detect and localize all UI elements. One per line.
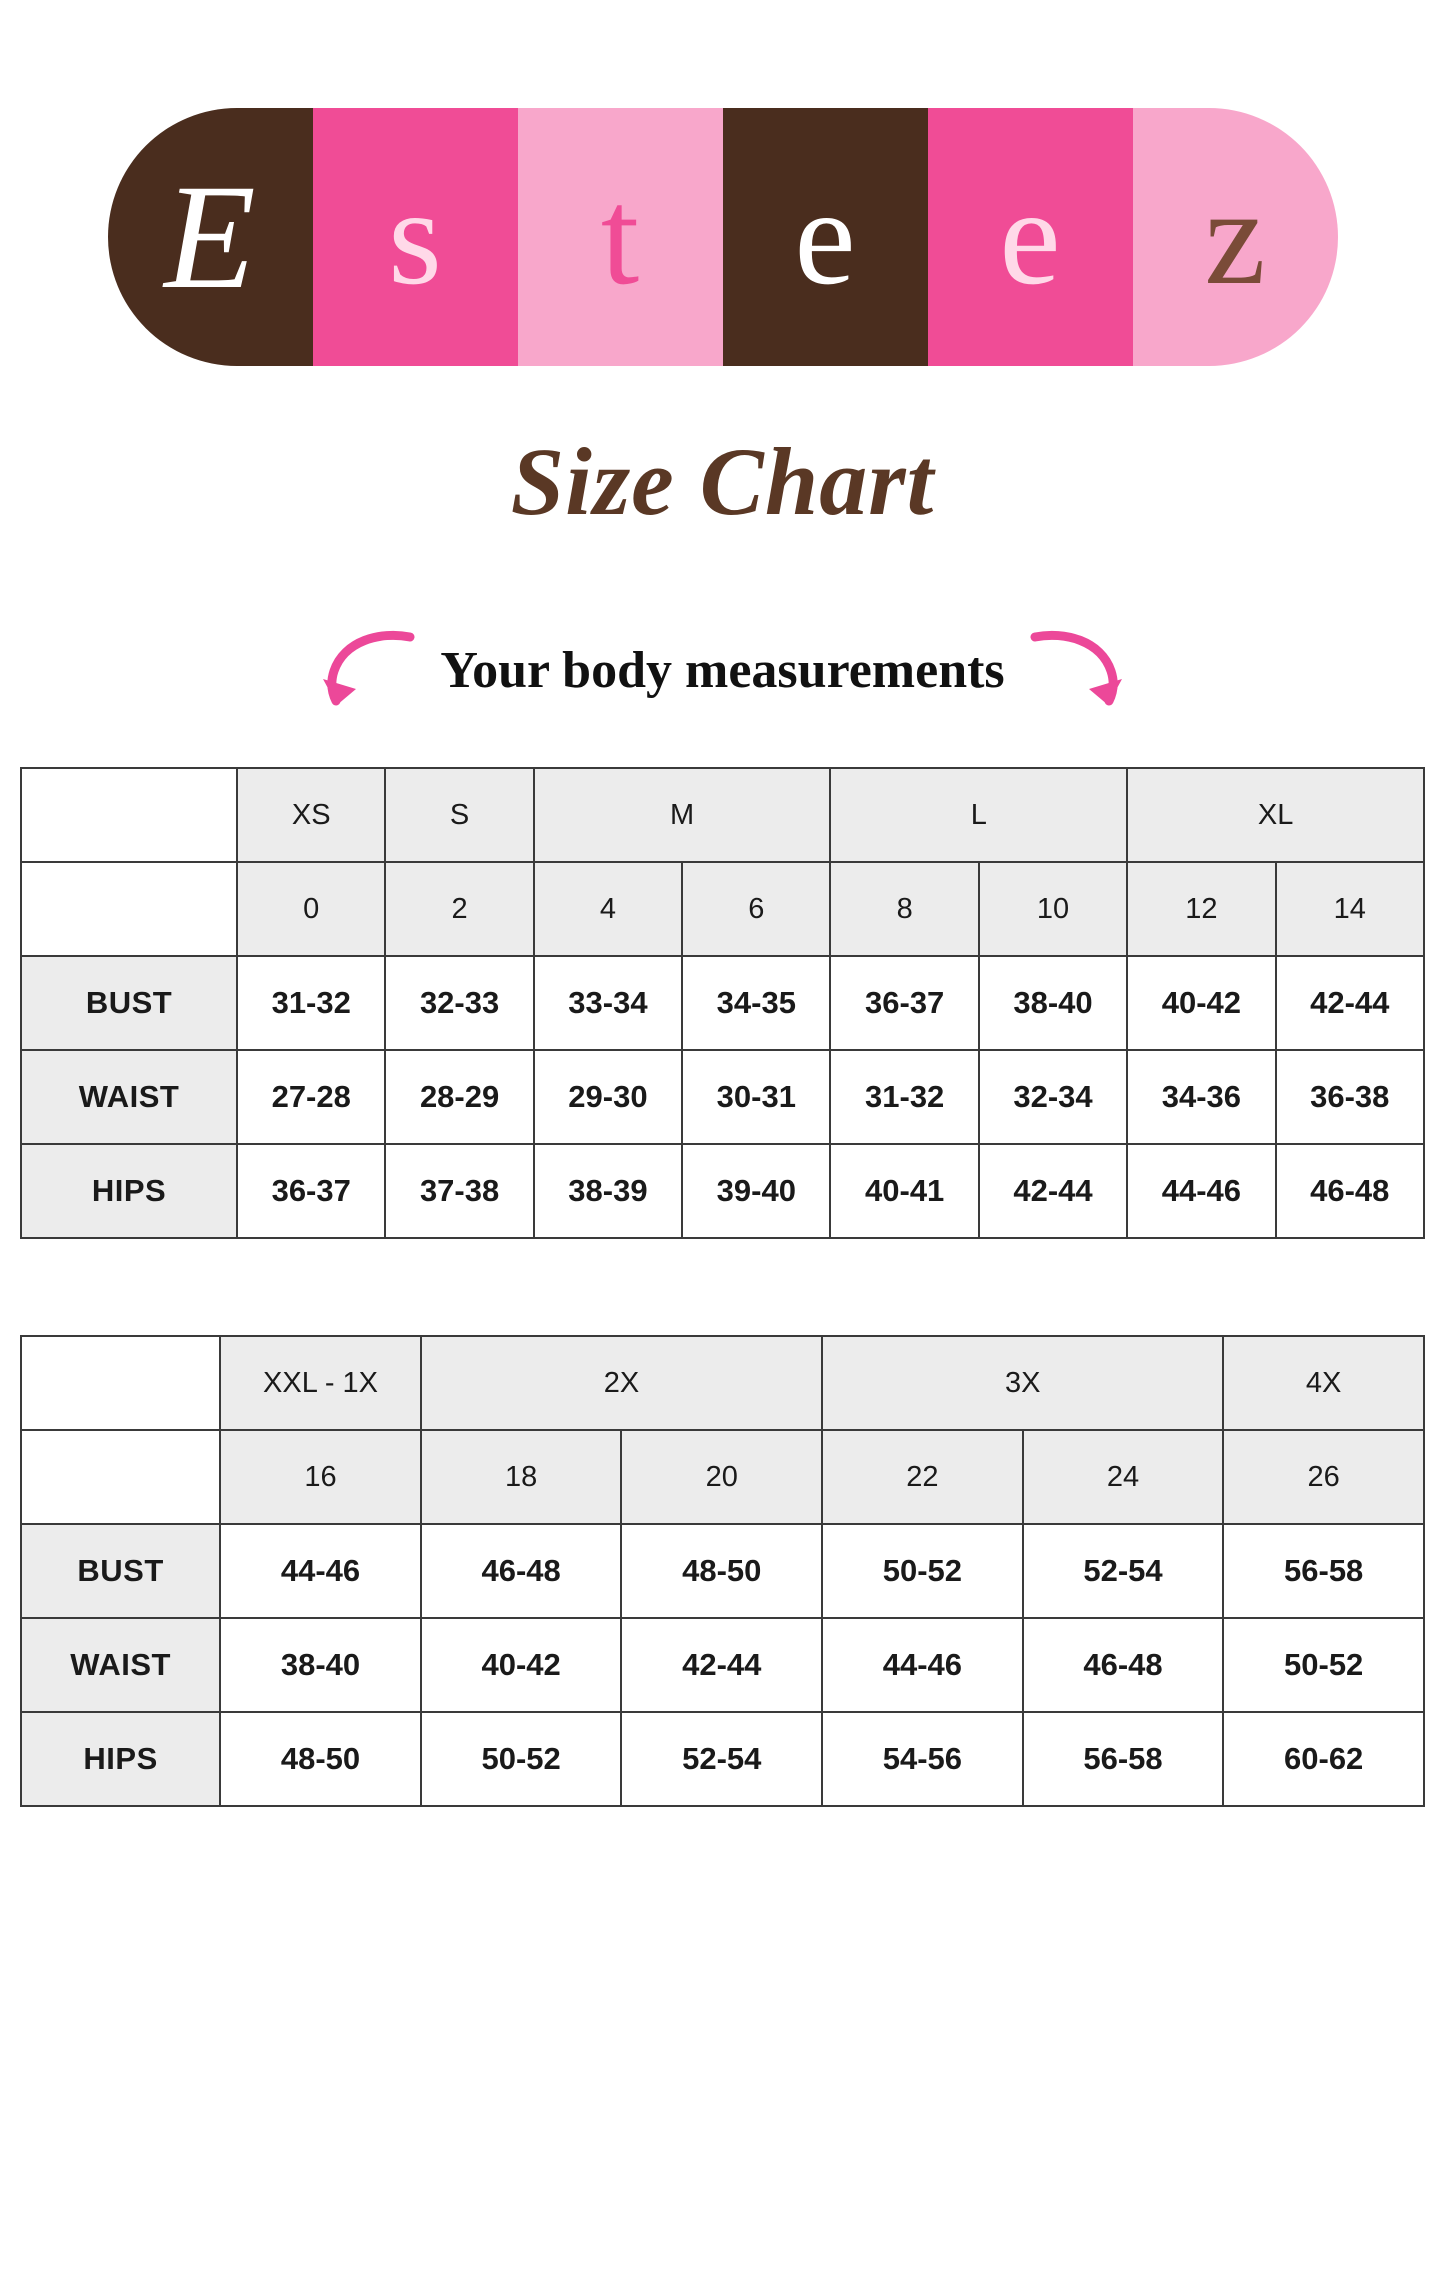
table-header-row-numbers bbox=[21, 862, 1424, 956]
size-header-m: M bbox=[534, 768, 831, 862]
measurement-cell: 39-40 bbox=[682, 1144, 830, 1238]
measurement-cell: 56-58 bbox=[1023, 1712, 1224, 1806]
measurement-cell: 50-52 bbox=[1223, 1618, 1424, 1712]
size-header-xs: XS bbox=[237, 768, 385, 862]
table-row bbox=[21, 1618, 1424, 1712]
logo-letter-4 bbox=[928, 108, 1133, 366]
measurement-cell: 48-50 bbox=[220, 1712, 421, 1806]
logo-letter-1 bbox=[313, 108, 518, 366]
table-row bbox=[21, 956, 1424, 1050]
measurement-cell: 40-42 bbox=[1127, 956, 1275, 1050]
size-header-s: S bbox=[385, 768, 533, 862]
numeric-header-18: 18 bbox=[421, 1430, 622, 1524]
size-header-xl: XL bbox=[1127, 768, 1424, 862]
logo-letter-2 bbox=[518, 108, 723, 366]
logo-letter-5 bbox=[1133, 108, 1338, 366]
corner-cell bbox=[21, 1430, 220, 1524]
row-label-bust: BUST bbox=[21, 1524, 220, 1618]
corner-cell bbox=[21, 768, 237, 862]
measurement-cell: 30-31 bbox=[682, 1050, 830, 1144]
row-label-waist: WAIST bbox=[21, 1618, 220, 1712]
measurement-cell: 44-46 bbox=[1127, 1144, 1275, 1238]
measurement-cell: 36-37 bbox=[830, 956, 978, 1050]
measurement-cell: 44-46 bbox=[220, 1524, 421, 1618]
numeric-header-8: 8 bbox=[830, 862, 978, 956]
subtitle-row bbox=[0, 627, 1445, 713]
logo-letter-0 bbox=[108, 108, 313, 366]
measurement-cell: 52-54 bbox=[1023, 1524, 1224, 1618]
size-header-l: L bbox=[830, 768, 1127, 862]
measurement-cell: 46-48 bbox=[421, 1524, 622, 1618]
measurement-cell: 36-37 bbox=[237, 1144, 385, 1238]
measurement-cell: 38-39 bbox=[534, 1144, 682, 1238]
size-table-standard-wrap bbox=[20, 767, 1425, 1239]
measurement-cell: 34-35 bbox=[682, 956, 830, 1050]
measurement-cell: 42-44 bbox=[1276, 956, 1424, 1050]
numeric-header-0: 0 bbox=[237, 862, 385, 956]
size-header-2x: 2X bbox=[421, 1336, 822, 1430]
subtitle-text: Your body measurements bbox=[440, 641, 1005, 699]
logo-letter-glyph: E bbox=[164, 154, 256, 320]
numeric-header-20: 20 bbox=[621, 1430, 822, 1524]
size-header-3x: 3X bbox=[822, 1336, 1223, 1430]
measurement-cell: 32-34 bbox=[979, 1050, 1127, 1144]
numeric-header-12: 12 bbox=[1127, 862, 1275, 956]
measurement-cell: 50-52 bbox=[822, 1524, 1023, 1618]
table-row bbox=[21, 1712, 1424, 1806]
row-label-hips: HIPS bbox=[21, 1712, 220, 1806]
measurement-cell: 38-40 bbox=[220, 1618, 421, 1712]
numeric-header-14: 14 bbox=[1276, 862, 1424, 956]
table-row bbox=[21, 1144, 1424, 1238]
numeric-header-6: 6 bbox=[682, 862, 830, 956]
measurement-cell: 46-48 bbox=[1023, 1618, 1224, 1712]
size-table-plus-wrap bbox=[20, 1335, 1425, 1807]
measurement-cell: 42-44 bbox=[979, 1144, 1127, 1238]
corner-cell bbox=[21, 862, 237, 956]
measurement-cell: 29-30 bbox=[534, 1050, 682, 1144]
arrow-left-icon bbox=[320, 627, 416, 713]
table-header-row-sizes bbox=[21, 1336, 1424, 1430]
numeric-header-22: 22 bbox=[822, 1430, 1023, 1524]
row-label-bust: BUST bbox=[21, 956, 237, 1050]
row-label-waist: WAIST bbox=[21, 1050, 237, 1144]
table-header-row-numbers bbox=[21, 1430, 1424, 1524]
measurement-cell: 44-46 bbox=[822, 1618, 1023, 1712]
measurement-cell: 40-41 bbox=[830, 1144, 978, 1238]
measurement-cell: 40-42 bbox=[421, 1618, 622, 1712]
logo-letter-glyph: e bbox=[794, 160, 856, 313]
brand-logo bbox=[0, 108, 1445, 366]
logo-letter-3 bbox=[723, 108, 928, 366]
numeric-header-2: 2 bbox=[385, 862, 533, 956]
logo-letter-glyph: z bbox=[1204, 160, 1266, 313]
measurement-cell: 36-38 bbox=[1276, 1050, 1424, 1144]
measurement-cell: 56-58 bbox=[1223, 1524, 1424, 1618]
numeric-header-26: 26 bbox=[1223, 1430, 1424, 1524]
measurement-cell: 54-56 bbox=[822, 1712, 1023, 1806]
measurement-cell: 27-28 bbox=[237, 1050, 385, 1144]
logo-letter-glyph: e bbox=[999, 160, 1061, 313]
row-label-hips: HIPS bbox=[21, 1144, 237, 1238]
measurement-cell: 38-40 bbox=[979, 956, 1127, 1050]
numeric-header-24: 24 bbox=[1023, 1430, 1224, 1524]
table-row bbox=[21, 1524, 1424, 1618]
measurement-cell: 31-32 bbox=[830, 1050, 978, 1144]
table-header-row-sizes bbox=[21, 768, 1424, 862]
numeric-header-4: 4 bbox=[534, 862, 682, 956]
numeric-header-16: 16 bbox=[220, 1430, 421, 1524]
logo-blocks bbox=[108, 108, 1338, 366]
measurement-cell: 37-38 bbox=[385, 1144, 533, 1238]
page-title: Size Chart bbox=[510, 428, 935, 535]
size-header-xxl-1x: XXL - 1X bbox=[220, 1336, 421, 1430]
numeric-header-10: 10 bbox=[979, 862, 1127, 956]
measurement-cell: 33-34 bbox=[534, 956, 682, 1050]
size-table-plus bbox=[20, 1335, 1425, 1807]
measurement-cell: 46-48 bbox=[1276, 1144, 1424, 1238]
measurement-cell: 42-44 bbox=[621, 1618, 822, 1712]
measurement-cell: 50-52 bbox=[421, 1712, 622, 1806]
measurement-cell: 34-36 bbox=[1127, 1050, 1275, 1144]
measurement-cell: 52-54 bbox=[621, 1712, 822, 1806]
corner-cell bbox=[21, 1336, 220, 1430]
measurement-cell: 28-29 bbox=[385, 1050, 533, 1144]
measurement-cell: 48-50 bbox=[621, 1524, 822, 1618]
arrow-right-icon bbox=[1029, 627, 1125, 713]
logo-letter-glyph: s bbox=[388, 160, 442, 313]
measurement-cell: 60-62 bbox=[1223, 1712, 1424, 1806]
size-table-standard bbox=[20, 767, 1425, 1239]
measurement-cell: 31-32 bbox=[237, 956, 385, 1050]
size-header-4x: 4X bbox=[1223, 1336, 1424, 1430]
table-row bbox=[21, 1050, 1424, 1144]
logo-letter-glyph: t bbox=[600, 160, 640, 313]
measurement-cell: 32-33 bbox=[385, 956, 533, 1050]
